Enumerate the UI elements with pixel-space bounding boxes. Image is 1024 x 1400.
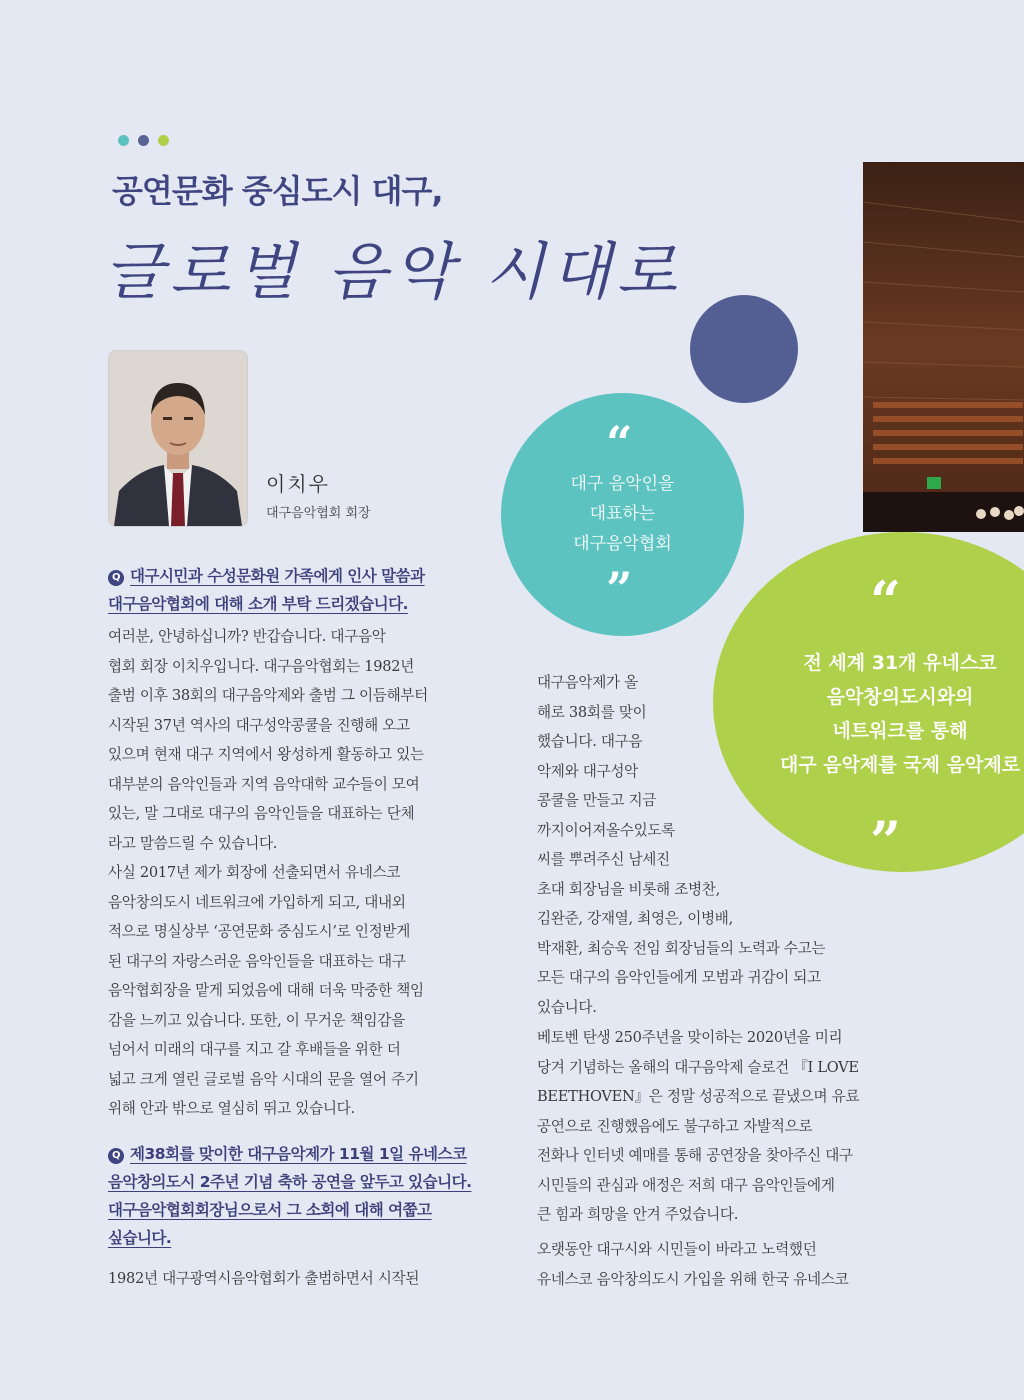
author-title: 대구음악협회 회장 [266, 506, 371, 521]
open-quote-icon: “ [870, 569, 902, 633]
answer-2-paragraph-3: 오랫동안 대구시와 시민들이 바라고 노력했던 유네스코 음악창의도시 가입을 위해 한국 유네스코 [537, 1241, 849, 1288]
answer-1-paragraph-1: 여러분, 안녕하십니까? 반갑습니다. 대구음악 협회 회장 이치우입니다. 대구음악협회는 1982년 출범 이후 38회의 대구음악제와 출범 그 이듬해부터 시작된 37년 역사의 대구성악콩쿨을 진행해 오고 있으며 현재 대구 지역에서 왕성하게 활동하고 있는 대부분의 음악인들과 지역 음악대학 교수들이 모여 있는, 말 그대로 대구의 음악인들을 대표하는 단체 라고 말씀드릴 수 있습니다. [108, 628, 428, 852]
green-quote-line: 전 세계 31개 유네스코 [803, 652, 997, 674]
teal-quote-line: 대구 음악인을 [570, 474, 675, 494]
green-quote-line: 네트워크를 통해 [832, 720, 968, 742]
answer-2-start: 1982년 대구광역시음악협회가 출범하면서 시작된 [108, 1270, 420, 1287]
close-quote-icon: ” [870, 809, 902, 873]
answer-2-paragraph-2: 베토벤 탄생 250주년을 맞이하는 2020년을 미리 당겨 기념하는 올해의 대구음악제 슬로건 『I LOVE BEETHOVEN』은 정말 성공적으로 끝냈으며 유료 공연으로 진행했음에도 불구하고 자발적으로 전화나 인터넷 예매를 통해 공연장을 찾아주신 대구 시민들의 관심과 애정은 저희 대구 음악인들에게 큰 힘과 희망을 안겨 주었습니다. [537, 1029, 860, 1223]
question-1 [108, 562, 425, 618]
q-badge-icon: Q [108, 570, 124, 586]
answer-2-paragraph-1: 대구음악제가 올 해로 38회를 맞이 했습니다. 대구음 악제와 대구성악 콩쿨을 만들고 지금 까지이어져올수있도록 씨를 뿌려주신 남세진 초대 회장님을 비롯해 조병찬, 김완준, 강재열, 최영은, 이병배, 박재환, 최승욱 전임 회장님들의 노력과 수고는 모든 대구의 음악인들에게 모범과 귀감이 되고 있습니다. [537, 674, 826, 1016]
author-portrait [108, 350, 248, 527]
question-line: 음악창의도시 2주년 기념 축하 공연을 앞두고 있습니다. [108, 1173, 472, 1191]
question-line: Q 제38회를 맞이한 대구음악제가 11월 1일 유네스코 [108, 1140, 471, 1168]
close-quote-icon: ” [606, 562, 633, 616]
teal-quote-line: 대구음악협회 [573, 534, 672, 554]
question-line: 대구음악협회에 대해 소개 부탁 드리겠습니다. [108, 595, 408, 613]
teal-quote-line: 대표하는 [589, 504, 656, 524]
decorative-dots [118, 135, 169, 146]
question-2 [108, 1140, 471, 1252]
dot-teal [118, 135, 129, 146]
teal-pull-quote [501, 469, 744, 559]
question-line: 대구음악협회회장님으로서 그 소회에 대해 여쭙고 [108, 1201, 432, 1219]
dot-navy [138, 135, 149, 146]
author-name: 이치우 [266, 472, 330, 496]
green-quote-line: 대구 음악제를 국제 음악제로 [779, 754, 1021, 776]
green-quote-line: 음악창의도시와의 [826, 686, 974, 708]
open-quote-icon: “ [606, 416, 633, 470]
navy-circle [690, 295, 798, 403]
question-line: 싶습니다. [108, 1229, 172, 1247]
question-line: Q 대구시민과 수성문화원 가족에게 인사 말씀과 [108, 562, 425, 590]
q-badge-icon: Q [108, 1148, 124, 1164]
dot-green [158, 135, 169, 146]
answer-1-paragraph-2: 사실 2017년 제가 회장에 선출되면서 유네스코 음악창의도시 네트워크에 가입하게 되고, 대내외 적으로 명실상부 ‘공연문화 중심도시’로 인정받게 된 대구의 자랑스러운 음악인들을 대표하는 대구 음악협회장을 맡게 되었음에 대해 더욱 막중한 책임 감을 느끼고 있습니다. 또한, 이 무거운 책임감을 넘어서 미래의 대구를 지고 갈 후배들을 위한 더 넓고 크게 열린 글로벌 음악 시대의 문을 열어 주기 위해 안과 밖으로 열심히 뛰고 있습니다. [108, 864, 424, 1117]
headline: 공연문화 중심도시 대구, [112, 172, 443, 210]
concert-hall-photo [863, 162, 1024, 532]
script-title: 글로벌 음악 시대로 [104, 235, 683, 308]
